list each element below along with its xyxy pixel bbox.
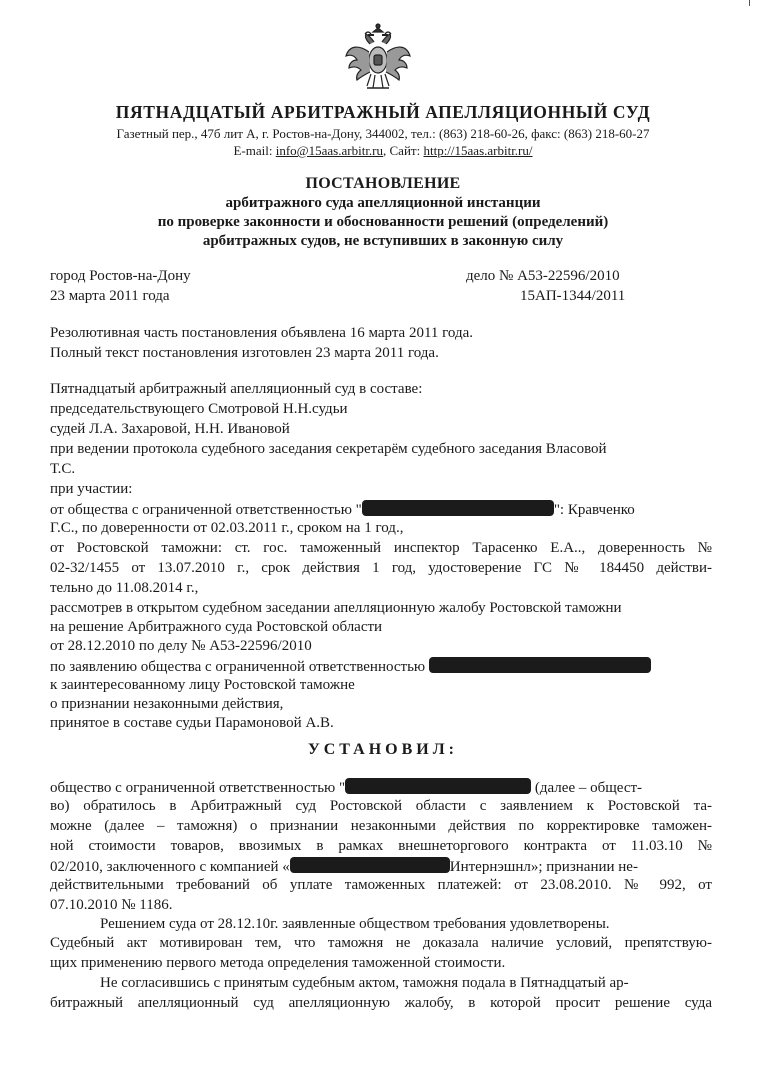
- established-line: Не согласившись с принятым судебным актом, таможня подала в Пятнадцатый ар-: [100, 975, 629, 991]
- composition-line: тельно до 11.08.2014 г.,: [50, 580, 199, 596]
- composition-line: принятое в составе судьи Парамоновой А.В.: [50, 715, 334, 731]
- court-address: Газетный пер., 47б лит А, г. Ростов-на-Дону, 344002, тел.: (863) 218-60-26, факс: (863) 218-60-27: [116, 126, 650, 141]
- established-line: битражный апелляционный суд апелляционную жалобу, в которой просит решение суда: [50, 995, 712, 1011]
- appeal-number: 15АП-1344/2011: [520, 288, 626, 304]
- composition-line: при участии:: [50, 481, 133, 497]
- redacted-name: [345, 778, 531, 794]
- redacted-name: [429, 657, 651, 673]
- established-line: [50, 778, 642, 797]
- document-title: ПОСТАНОВЛЕНИЕ: [305, 175, 461, 192]
- established-line: [50, 857, 638, 876]
- email-label: E-mail:: [233, 143, 276, 158]
- established-text: Интернэшнл»; признании не-: [449, 859, 638, 875]
- section-heading-established: УСТАНОВИЛ:: [308, 741, 458, 758]
- established-text: 02/2010, заключенного с компанией «: [50, 859, 290, 875]
- court-name: ПЯТНАДЦАТЫЙ АРБИТРАЖНЫЙ АПЕЛЛЯЦИОННЫЙ СУД: [115, 102, 651, 122]
- court-contacts: [0, 143, 766, 159]
- established-line: действительными требований об уплате таможенных платежей: от 23.08.2010. № 992, от: [50, 877, 712, 893]
- redacted-name: [362, 500, 554, 516]
- participant-text: ": Кравченко: [553, 502, 635, 518]
- established-line: ной стоимости товаров, ввозимых в рамках внешнеторгового контракта от 11.03.10 №: [50, 838, 712, 854]
- established-text: (далее – общест-: [534, 780, 643, 796]
- city: город Ростов-на-Дону: [50, 268, 191, 284]
- document-subtitle-3: арбитражных судов, не вступивших в законную силу: [202, 233, 564, 249]
- composition-line: Т.С.: [50, 461, 76, 477]
- document-subtitle-1: арбитражного суда апелляционной инстанции: [225, 195, 541, 211]
- composition-line: к заинтересованному лицу Ростовской таможне: [50, 677, 355, 693]
- redacted-name: [290, 857, 450, 873]
- intro-line-1: Резолютивная часть постановления объявлена 16 марта 2011 года.: [50, 325, 474, 341]
- document-subtitle-2: по проверке законности и обоснованности решений (определений): [157, 214, 609, 230]
- established-line: щих применению первого метода определения таможенной стоимости.: [50, 955, 506, 971]
- coat-of-arms-emblem: [343, 22, 413, 94]
- established-text: общество с ограниченной ответственностью ": [50, 780, 346, 796]
- composition-line: при ведении протокола судебного заседания секретарём судебного заседания Власовой: [50, 441, 607, 457]
- composition-line: председательствующего Смотровой Н.Н.судьи: [50, 401, 348, 417]
- applicant-text: по заявлению общества с ограниченной ответственностью: [50, 659, 426, 675]
- composition-line: от 28.12.2010 по делу № А53-22596/2010: [50, 638, 312, 654]
- site-link[interactable]: http://15aas.arbitr.ru/: [423, 143, 533, 158]
- composition-line: Пятнадцатый арбитражный апелляционный суд в составе:: [50, 381, 423, 397]
- participant-text: от общества с ограниченной ответственностью ": [50, 502, 362, 518]
- composition-line: 02-32/1455 от 13.07.2010 г., срок действия 1 год, удостоверение ГС № 184450 действи-: [50, 560, 712, 576]
- composition-line: рассмотрев в открытом судебном заседании апелляционную жалобу Ростовской таможни: [50, 600, 622, 616]
- established-line: Судебный акт мотивирован тем, что таможня не доказала наличие условий, препятствую-: [50, 935, 712, 951]
- composition-line: на решение Арбитражного суда Ростовской области: [50, 619, 383, 635]
- composition-line: о признании незаконными действия,: [50, 696, 284, 712]
- site-label: , Сайт:: [383, 143, 424, 158]
- established-line: 07.10.2010 № 1186.: [50, 897, 173, 913]
- composition-line: от Ростовской таможни: ст. гос. таможенный инспектор Тарасенко Е.А.., доверенность №: [50, 540, 712, 556]
- participant-line: [50, 500, 635, 519]
- established-line: во) обратилось в Арбитражный суд Ростовской области с заявлением к Ростовской та-: [50, 798, 712, 814]
- case-number: дело № А53-22596/2010: [466, 268, 620, 284]
- composition-line: судей Л.А. Захаровой, Н.Н. Ивановой: [50, 421, 290, 437]
- composition-line: Г.С., по доверенности от 02.03.2011 г., сроком на 1 год.,: [50, 520, 404, 536]
- established-line: Решением суда от 28.12.10г. заявленные обществом требования удовлетворены.: [100, 916, 610, 932]
- applicant-line: [50, 657, 651, 676]
- email-link[interactable]: info@15aas.arbitr.ru: [275, 143, 384, 158]
- intro-line-2: Полный текст постановления изготовлен 23 марта 2011 года.: [50, 345, 439, 361]
- established-line: можне (далее – таможня) о признании незаконными действия по корректировке таможен-: [50, 818, 712, 834]
- page-corner-mark: [749, 0, 758, 6]
- document-date: 23 марта 2011 года: [50, 288, 170, 304]
